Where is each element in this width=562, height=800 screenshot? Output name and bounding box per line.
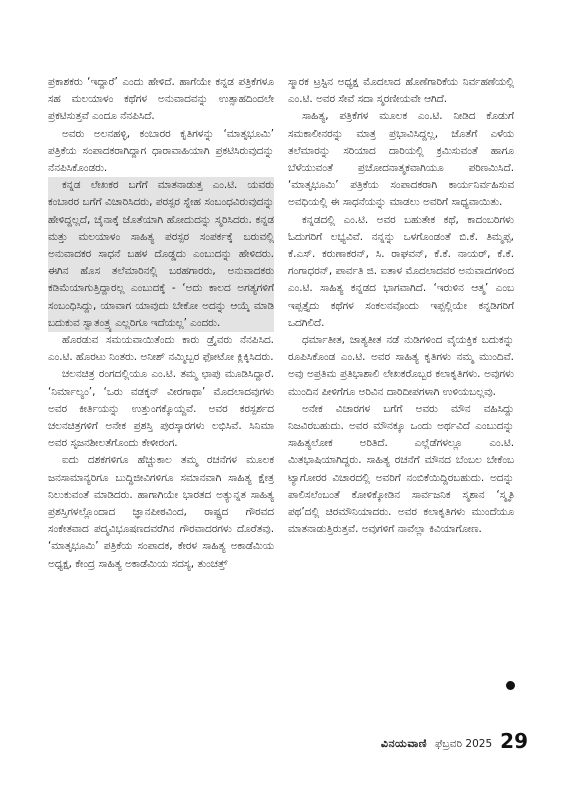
paragraph: ಸಾಹಿತ್ಯ, ಪತ್ರಿಕೆಗಳ ಮೂಲಕ ಎಂ.ಟಿ. ನೀಡಿದ ಕೊಡುಗೆ ಸಮಕಾಲೀನರನ್ನು ಮಾತ್ರ ಪ್ರಭಾವಿಸಿದ್ದಲ್ಲ, ಜೊತೆಗೆ ಎಳೆಯ ತಲೆಮಾರನ್ನು ಸರಿಯಾದ ದಾರಿಯಲ್ಲಿ ಕ್ರಮಿಸುವಂತೆ ಹಾಗೂ ಬೆಳೆಯುವಂತೆ ಪ್ರಚೋದನಾತ್ಮಕವಾಗಿಯೂ ಪರಿಣಮಿಸಿದೆ. ‘ಮಾತೃಭೂಮಿ’ ಪತ್ರಿಕೆಯ ಸಂಪಾದಕರಾಗಿ ಕಾರ್ಯನಿರ್ವಹಿಸುವ ಅವಧಿಯಲ್ಲಿ ಈ ಸಾಧನೆಯನ್ನು ಮಾಡಲು ಅವರಿಗೆ ಸಾಧ್ಯವಾಯಿತು. <box>288 110 514 209</box>
paragraph: ಹೊರಡುವ ಸಮಯವಾಯಿತೆಂದು ಕಾರು ಡ್ರೈವರು ನೆನಪಿಸಿದ. ಎಂ.ಟಿ. ಹೊರಟು ನಿಂತರು. ಅನೀಶ್ ನಮ್ಮಿಬ್ಬರ ಫೋಟೋ ಕ್ಲಿಕ್ಕಿಸಿದರು. <box>48 334 274 364</box>
paragraph: ಐದು ದಶಕಗಳಿಗೂ ಹೆಚ್ಚುಕಾಲ ತಮ್ಮ ರಚನೆಗಳ ಮೂಲಕ ಜನಸಾಮಾನ್ಯರಿಗೂ ಬುದ್ಧಿಜೀವಿಗಳಿಗೂ ಸಮಾನವಾಗಿ ಸಾಹಿತ್ಯ ಕ್ಷೇತ್ರ ನಿಲುಕುವಂತೆ ಮಾಡಿದರು. ಹಾಗಾಗಿಯೇ ಭಾರತದ ಅತ್ಯುನ್ನತ ಸಾಹಿತ್ಯ ಪ್ರಶಸ್ತಿಗಳಲ್ಲೊಂದಾದ ಜ್ಞಾನಪೀಠವಿಂದ, ರಾಷ್ಟ್ರದ ಗೌರವದ ಸಂಕೇತವಾದ ಪದ್ಮವಿಭೂಷಣದವರೆಗಿನ ಗೌರವಾದರಗಳು ದೊರೆತವು. ‘ಮಾತೃಭೂಮಿ’ ಪತ್ರಿಕೆಯ ಸಂಪಾದಕ, ಕೇರಳ ಸಾಹಿತ್ಯ ಅಕಾಡೆಮಿಯ ಅಧ್ಯಕ್ಷ, ಕೇಂದ್ರ ಸಾಹಿತ್ಯ ಅಕಾಡೆಮಿಯ ಸದಸ್ಯ, ತುಂಚತ್ತ್ <box>48 454 274 570</box>
page-number: 29 <box>500 729 528 753</box>
paragraph: ಕನ್ನಡ ಲೇಖಕರ ಬಗೆಗೆ ಮಾತನಾಡುತ್ತ ಎಂ.ಟಿ. ಯವರು ಕಂಬಾರರ ಬಗೆಗೆ ವಿಚಾರಿಸಿದರು, ಪರಸ್ಪರ ಸ್ನೇಹ ಸಂಬಂಧವಿರುವುದನ್ನು ಹೇಳಿದ್ದಲ್ಲದೆ, ಚೈನಾಕ್ಕೆ ಜೊತೆಯಾಗಿ ಹೋದುದನ್ನು ಸ್ಮರಿಸಿದರು. ಕನ್ನಡ ಮತ್ತು ಮಲಯಾಳಂ ಸಾಹಿತ್ಯ ಪರಸ್ಪರ ಸಂಪರ್ಕಕ್ಕೆ ಬರುವಲ್ಲಿ ಅನುವಾದಕರ ಸಾಧನೆ ಬಹಳ ದೊಡ್ಡದು ಎಂಬುದನ್ನು ಹೇಳಿದರು. ಈಗಿನ ಹೊಸ ತಲೆಮಾರಿನಲ್ಲಿ ಬರಹಗಾರರು, ಅನುವಾದಕರು ಕಡಿಮೆಯಾಗುತ್ತಿದ್ದಾರಲ್ಲ ಎಂಬುದಕ್ಕೆ - ‘ಅದು ಕಾಲದ ಅಗತ್ಯಗಳಿಗೆ ಸಂಬಂಧಿಸಿದ್ದು, ಯಾವಾಗ ಯಾವುದು ಬೇಕೋ ಅದನ್ನು ಆಯ್ಕೆ ಮಾಡಿ ಬದುಕುವ ಸ್ವಾತಂತ್ರ್ಯ ಎಲ್ಲರಿಗೂ ಇದೆಯಲ್ಲ’ ಎಂದರು. <box>48 177 274 332</box>
right-text-column <box>288 74 514 538</box>
paragraph: ಅವರು ಅಲನಹಳ್ಳಿ, ಕಂಬಾರರ ಕೃತಿಗಳನ್ನು ‘ಮಾತೃಭೂಮಿ’ ಪತ್ರಿಕೆಯ ಸಂಪಾದಕರಾಗಿದ್ದಾಗ ಧಾರಾವಾಹಿಯಾಗಿ ಪ್ರಕಟಿಸಿರುವುದನ್ನು ನೆನಪಿಸಿಕೊಂಡರು. <box>48 127 274 175</box>
paragraph: ಧರ್ಮಾತೀತ, ಜಾತ್ಯತೀತ ನಡೆ ನುಡಿಗಳಿಂದ ವೈಯಕ್ತಿಕ ಬದುಕನ್ನು ರೂಪಿಸಿಕೊಂಡ ಎಂ.ಟಿ. ಅವರ ಸಾಹಿತ್ಯ ಕೃತಿಗಳು ನಮ್ಮ ಮುಂದಿವೆ. ಅವು ಅಪ್ರತಿಮ ಪ್ರತಿಭಾಶಾಲಿ ಲೇಖಕರೊಬ್ಬರ ಕಲಾಕೃತಿಗಳು. ಅವುಗಳು ಮುಂದಿನ ಪೀಳಿಗೆಗೂ ಅರಿವಿನ ದಾರಿದೀಪಗಳಾಗಿ ಉಳಿಯಬಲ್ಲವು. <box>288 334 514 398</box>
issue-date: ಫೆಬ್ರವರಿ 2025 <box>435 738 493 750</box>
paragraph: ಅನೇಕ ವಿಚಾರಗಳ ಬಗೆಗೆ ಅವರು ಮೌನ ವಹಿಸಿದ್ದು ನಿಜವಿರಬಹುದು. ಅವರ ಮೌನಕ್ಕೂ ಒಂದು ಅರ್ಥವಿದೆ ಎಂಬುದನ್ನು ಸಾಹಿತ್ಯಲೋಕ ಅರಿತಿದೆ. ಎಲ್ಲೆಡೆಗಳಲ್ಲೂ ಎಂ.ಟಿ. ಮಿತಭಾಷಿಯಾಗಿದ್ದರು. ಸಾಹಿತ್ಯ ರಚನೆಗೆ ಮೌನದ ಬೆಂಬಲ ಬೇಕೆಂಬ ಟ್ಯಾಗೋರರ ವಿಚಾರದಲ್ಲಿ ಅವರಿಗೆ ನಂಬಿಕೆಯಿದ್ದಿರಬಹುದು. ಅದನ್ನು ಪಾಲಿಸಲೆಂಬಂತೆ ಕೋಳಿಕ್ಕೋಡಿನ ಸಾರ್ವಜನಿಕ ಸ್ಮಶಾನ ‘ಸ್ಮೃತಿ ಪಥ’ದಲ್ಲಿ ಚಿರಮೌನಿಯಾದರು. ಅವರ ಕಲಾಕೃತಿಗಳು ಮುಂದೆಯೂ ಮಾತನಾಡುತ್ತಿರುತ್ತವೆ. ಅವುಗಳಿಗೆ ನಾವೆಲ್ಲಾ ಕಿವಿಯಾಗೋಣ. <box>288 402 514 536</box>
magazine-name: ವಿನಯವಾಣಿ <box>380 737 428 750</box>
paragraph: ಪ್ರಕಾಶಕರು ‘ಇದ್ದಾರೆ’ ಎಂದು ಹೇಳಿದೆ. ಹಾಗೆಯೇ ಕನ್ನಡ ಪತ್ರಿಕೆಗಳೂ ಸಹ ಮಲಯಾಳಂ ಕಥೆಗಳ ಅನುವಾದವನ್ನು ಉತ್ಸಾಹದಿಂದಲೇ ಪ್ರಕಟಿಸುತ್ತವೆ ಎಂದೂ ನೆನಪಿಸಿದೆ. <box>48 76 274 123</box>
paragraph: ಕನ್ನಡದಲ್ಲಿ ಎಂ.ಟಿ. ಅವರ ಬಹುತೇಕ ಕಥೆ, ಕಾದಂಬರಿಗಳು ಓದುಗರಿಗೆ ಲಭ್ಯವಿವೆ. ನನ್ನನ್ನು ಒಳಗೊಂಡಂತೆ ಬಿ.ಕೆ. ತಿಮ್ಮಪ್ಪ, ಕೆ.ಎಸ್. ಕರುಣಾಕರನ್, ಸಿ. ರಾಘವನ್, ಕೆ.ಕೆ. ನಾಯರ್, ಕೆ.ಕೆ. ಗಂಗಾಧರನ್, ಪಾರ್ವತಿ ಜಿ. ಐತಾಳ ಮೊದಲಾದವರ ಅನುವಾದಗಳಿಂದ ಎಂ.ಟಿ. ಸಾಹಿತ್ಯ ಕನ್ನಡದ ಭಾಗವಾಗಿದೆ. ‘ಇರುಳಿನ ಆತ್ಮ’ ಎಂಬ ಇಪ್ಪತ್ತೈದು ಕಥೆಗಳ ಸಂಕಲನವೊಂದು ಇಪ್ಪಲ್ಲಿಯೇ ಕನ್ನಡಿಗರಿಗೆ ಒದಗಿಲಿದೆ. <box>288 213 514 329</box>
paragraph: ಚಲನಚಿತ್ರ ರಂಗದಲ್ಲಿಯೂ ಎಂ.ಟಿ. ತಮ್ಮ ಛಾಪು ಮೂಡಿಸಿದ್ದಾರೆ. ‘ನಿರ್ಮಾಲ್ಯಂ’, ‘ಒರು ವಡಕ್ಕನ್ ವೀರಗಾಥಾ’ ಮೊದಲಾದವುಗಳು ಅವರ ಕೀರ್ತಿಯನ್ನು ಉತ್ತುಂಗಕ್ಕೊಯ್ದವೆ. ಅವರ ಕರಸ್ಪರ್ಶದ ಚಲನಚಿತ್ರಗಳಿಗೆ ಅನೇಕ ಪ್ರಶಸ್ತಿ ಪುರಸ್ಕಾರಗಳು ಲಭಿಸಿವೆ. ಸಿನಿಮಾ ಅವರ ಸೃಜನಶೀಲತೆಗೊಂದು ಕೇಳೀರಂಗ. <box>48 368 274 450</box>
article-end-bullet <box>506 681 515 690</box>
paragraph: ಸ್ಮಾರಕ ಟ್ರಸ್ಟಿನ ಅಧ್ಯಕ್ಷ ಮೊದಲಾದ ಹೊಣೆಗಾರಿಕೆಯ ನಿರ್ವಹಣೆಯಲ್ಲಿ ಎಂ.ಟಿ. ಅವರ ಸೇವೆ ಸದಾ ಸ್ಮರಣೀಯವೇ ಆಗಿದೆ. <box>288 76 514 106</box>
left-text-column <box>48 74 274 573</box>
page-footer <box>381 731 528 751</box>
